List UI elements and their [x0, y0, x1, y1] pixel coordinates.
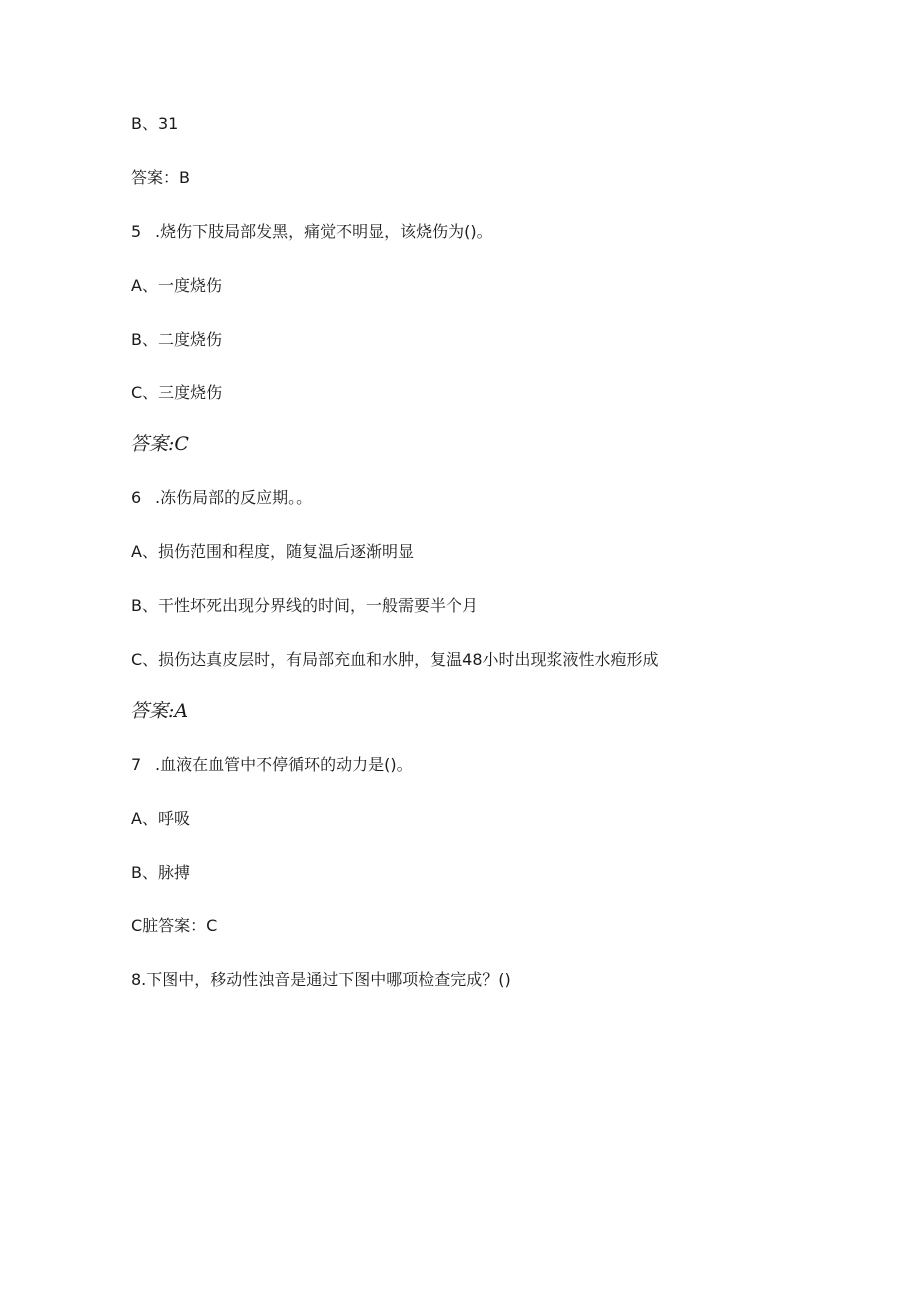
question-number: 6 — [131, 488, 142, 507]
question-number: 7 — [131, 755, 142, 774]
answer-q5: 答案:C — [130, 433, 189, 455]
option-c-answer-q7: C脏答案：C — [131, 916, 218, 935]
question-number: 5 — [131, 222, 142, 241]
option-b-q4: B、31 — [131, 114, 179, 133]
option-b-q5: B、二度烧伤 — [131, 330, 222, 349]
option-b-q6: B、干性坏死出现分界线的时间，一般需要半个月 — [131, 596, 478, 615]
option-c-q6: C、损伤达真皮层时，有局部充血和水肿，复温48小时出现浆液性水疱形成 — [131, 650, 659, 669]
option-c-q5: C、三度烧伤 — [131, 383, 223, 402]
option-a-q5: A、一度烧伤 — [131, 276, 222, 295]
option-a-q6: A、损伤范围和程度，随复温后逐渐明显 — [131, 542, 414, 561]
question-7: 7 .血液在血管中不停循环的动力是()。 — [131, 755, 413, 774]
question-5: 5 .烧伤下肢局部发黑，痛觉不明显，该烧伤为()。 — [131, 222, 493, 241]
option-b-q7: B、脉搏 — [131, 863, 190, 882]
option-a-q7: A、呼吸 — [131, 809, 190, 828]
question-6: 6 .冻伤局部的反应期。。 — [131, 488, 313, 507]
answer-q4: 答案：B — [131, 168, 190, 187]
question-8: 8.下图中，移动性浊音是通过下图中哪项检查完成？() — [131, 970, 511, 989]
answer-q6: 答案:A — [130, 700, 189, 722]
